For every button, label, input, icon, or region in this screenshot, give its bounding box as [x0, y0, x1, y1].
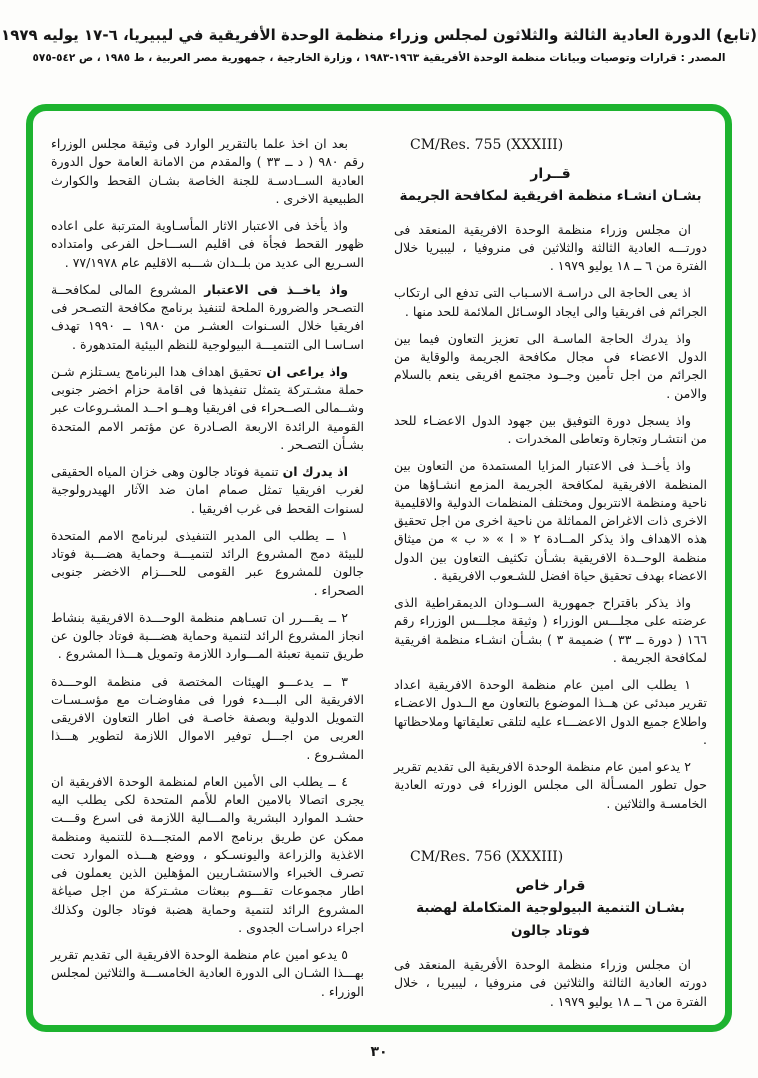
paragraph: واذ يسجل دورة التوفيق بين جهود الدول الاعضـاء للحد من انتشـار وتجارة وتعاطى المخدرات . [394, 412, 707, 447]
resolution-code-755: CM/Res. 755 (XXXIII) [410, 137, 564, 153]
resolution-756-subheading-line2: فوتاد جالون [511, 923, 590, 940]
numbered-clause-3: ٣ ــ يدعـــو الهيئات المختصة فى منظمة الوحـــدة الافريقية الى البـــدء فورا فى مفاوضـات مع مؤسـسـات التمويل الدولية وبصفة خاصـة فى اطار التعاون الافريقى العربى من اجـــل توفير الاموال اللازمة لتطوير هـــذا المشـروع . [51, 673, 364, 762]
numbered-clause-4: ٤ ــ يطلب الى الأمين العام لمنظمة الوحدة الافريقية ان يجرى اتصالا بالامين العام للأمم المتحدة لكى يطلب اليه حشـد الموارد البشرية والمـــالية اللازمة فى اسرع وقـــت ممكن عن طريق برنامج الامم المتجـــدة للتنمية ومنظمة الاغذية والزراعة واليونسـكو ، ووضع هـــذه الموارد تحت تصرف الخبراء والاستشـاريين المؤهلين الذين يعملون فى اطار مجموعات تقـــوم ببعثات مشـتركة من اجل صياغة المشروع الرائد لتنمية وحماية هضبة فوتاد جالون وكذلك اجراء دراسـات الجدوى . [51, 773, 364, 935]
paragraph: ان مجلس وزراء منظمة الوحدة الأفريقية المنعقد فى دورته العادية الثالثة والثلاثين فى منروفيا ، ليبيريا ، خلال الفترة من ٦ ــ ١٨ يوليو ١٩٧٩ . [394, 957, 707, 1009]
paragraph: بعد ان اخذ علما بالتقرير الوارد فى وثيقة مجلس الوزراء رقم ٩٨٠ ( د ــ ٣٣ ) والمقدم من الامانة العامة حول الدورة العادية الســادسـة للجنة الخاصة بشـان القحط والكوارث الطبيعية الاخرى . [51, 136, 364, 206]
paragraph: واذ يدرك الحاجة الماسـة الى تعزيز التعاون فيما بين الدول الاعضاء فى مجال مكافحة الجريمة والوقاية من الجرائم من اجل تأمين وجــود مجتمع افريقى ينعم بالسلام والامن . [394, 330, 707, 401]
paragraph: واذ يراعى ان تحقيق اهداف هدا البرنامج يسـتلزم شـن حملة مشـتركة يتمثل تنفيذها فى اقامة حزام اخضر جنوبى وشــمالى الصــحراء فى افريقيا وهــو احــد المشـروعات عبر القومية الرائدة الاربعة الصـادرة عن مؤتمر الامم المتحدة بشـأن التصـحر . [51, 363, 364, 452]
resolution-756-subheading-line1: بشـان التنمية البيولوجية المتكاملة لهضبة [416, 899, 685, 916]
paragraph: اذ يدرك ان تنمية فوتاد جالون وهى خزان المياه الحقيقى لغرب افريقيا تمثل صمام امان ضد الآثار الهيدرولوجية لسنوات القحط فى غرب افريقيا . [51, 464, 364, 516]
paragraph: اذ يعى الحاجة الى دراسـة الاسـباب التى تدفع الى ارتكاب الجرائم فى افريقيا والى ايجاد الوسـائل الملائمة للحد منها . [394, 285, 707, 319]
numbered-clause-1: ١ ــ يطلب الى المدير التنفيذى لبرنامج الامم المتحدة للبيئة دمج المشروع الرائد لتنميـــة وحماية هضـــبة فوتاد جالون للمشروع عبر القومى للحـــزام الاخضر جنوبى الصحراء . [51, 527, 364, 598]
resolution-755-heading: قــرار [530, 166, 571, 183]
paragraph: واذ يذكر باقتراح جمهورية الســودان الديمقراطية الذى عرضته على مجلـــس الوزراء ( وثيقة مجلـــس الوزراء رقم ١٦٦ ( دورة ــ ٣٣ ) ضميمة ٣ ) بشـأن انشـاء منظمة افريقية لمكافحة الجريمة . [394, 595, 707, 665]
column-right [394, 135, 707, 1013]
paragraph: واذ يأخذ فى الاعتبار الاثار المأسـاوية المترتبة على اعاده ظهور القحط فجأة فى اقليم الســـاحل الفرعى وامتداده السـريع الى عديد من بلــدان شـــبه الاقليم عام ٧٧/١٩٧٨ . [51, 218, 364, 270]
paragraph: ١ يطلب الى امين عام منظمة الوحدة الافريقية اعداد تقرير مبدئى عن هــذا الموضوع بالتعاون مع الــدول الاعضـاء واطلاع جميع الدول الاعضـــاء عليه لتلقى تعليقاتها وملاحظاتها . [394, 677, 707, 747]
green-border-frame [26, 104, 732, 1032]
paragraph: ان مجلس وزراء منظمة الوحدة الافريقية المنعقد فى دورتـــه العادية الثالثة والثلاثين فى منروفيا ، ليبيريا خلال الفترة من ٦ ــ ١٨ يوليو ١٩٧٩ . [394, 221, 707, 274]
two-column-layout [51, 135, 707, 1013]
resolution-755-subheading: بشـان انشـاء منظمة افريقية لمكافحة الجريمة [399, 187, 702, 204]
page-number: ٣٠ [370, 1044, 388, 1060]
resolution-code-756: CM/Res. 756 (XXXIII) [410, 848, 564, 865]
paragraph: واذ يأخــذ فى الاعتبار المزايا المستمدة من التعاون بين المنظمة الافريقية لمكافحة الجريمة المزمع انشـاؤها من ناحية ومنظمة الانتربول ومختلف المنظمات الدولية والاقليمية الاخرى ذات الاغراض المماثلة من ناحية اخرى من اجل تحقيق هذه الاهداف واذ يذكر المــادة ٢ « ا » « ب » من ميثاق منظمة الوحــدة الافريقية بشـأن تكثيف التعاون بين الدول الاعضاء بهدف تحقيق حياة افضل للشـعوب الافريقية . [394, 458, 707, 583]
page-header [0, 0, 758, 64]
numbered-clause-5: ٥ يدعو امين عام منظمة الوحدة الافريقية الى تقديم تقرير بهـــذا الشـان الى الدورة العادية الخامســـة والثلاثين لمجلس الوزراء . [51, 947, 364, 999]
column-left [51, 135, 364, 1013]
resolution-756-heading: قرار خاص [515, 878, 586, 895]
paragraph: واذ ياخــذ فى الاعتبار المشروع المالى لمكافحــة التصـحر والضرورة الملحة لتنفيذ برنامج مكافحة التصـحر فى افريقيا خلال السـنوات العشـر من ١٩٨٠ ــ ١٩٩٠ تهدف اسـاسـا الى التنميـــة البيولوجية للنظم البيئية المتدهورة . [51, 281, 364, 352]
numbered-clause-2: ٢ ــ يقـــرر ان تسـاهم منظمة الوحـــدة الافريقية بنشاط انجاز المشروع الرائد لتنمية وحماية هضـــبة فوتاد جالون عن طريق تنمية تعبئة المـــوارد اللازمة وتمويل هـــذا المشروع . [51, 609, 364, 662]
source-citation: المصدر : قرارات وتوصيات وبيانات منظمة الوحدة الأفريقية ١٩٦٣-١٩٨٣ ، وزارة الخارجية ، جمهورية مصر العربية ، ط ١٩٨٥ ، ص ٥٤٢-٥٧٥ [32, 52, 726, 64]
session-title: (تابع) الدورة العادية الثالثة والثلاثون لمجلس وزراء منظمة الوحدة الأفريقية في ليبيريا، ٦-١٧ يوليه ١٩٧٩ [1, 26, 757, 44]
paragraph: ٢ يدعو امين عام منظمة الوحدة الافريقية الى تقديم تقرير حول تطور المسـألة الى مجلس الوزراء فى دورته العادية الخامسـة والثلاثين . [394, 759, 707, 811]
